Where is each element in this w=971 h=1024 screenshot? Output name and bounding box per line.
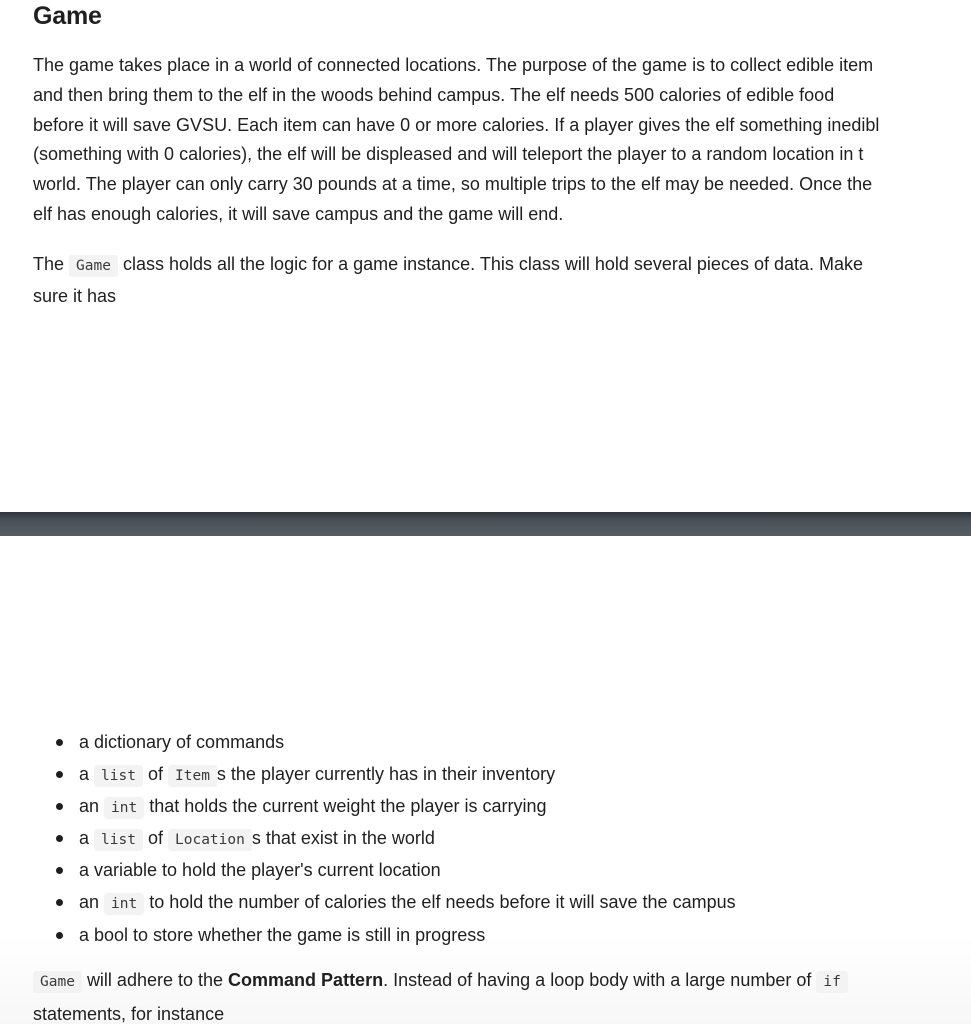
list-item-text: s that exist in the world xyxy=(251,828,435,849)
list-item-text: s the player currently has in their inventory xyxy=(216,764,556,785)
inline-code-location: Location xyxy=(168,829,252,851)
pattern-text: . Instead of having a loop body with a large number of xyxy=(383,970,812,990)
intro-line: and then bring them to the elf in the woods behind campus. The elf needs 500 calories of edible food xyxy=(33,84,835,105)
bullet-icon xyxy=(56,803,63,810)
list-item xyxy=(50,886,736,918)
inline-code-item: Item xyxy=(168,765,217,787)
inline-code-int: int xyxy=(104,797,144,819)
command-pattern-paragraph xyxy=(33,964,848,1024)
intro-line: (something with 0 calories), the elf will be displeased and will teleport the player to a random location in t xyxy=(33,144,864,165)
inline-code-game: Game xyxy=(69,255,118,277)
list-item xyxy=(50,758,736,790)
list-item-article: an xyxy=(79,892,100,913)
list-item xyxy=(50,726,736,758)
inline-code-game: Game xyxy=(33,971,82,993)
intro-line: elf has enough calories, it will save campus and the game will end. xyxy=(33,203,564,224)
intro-paragraph xyxy=(33,51,879,230)
class-description-line xyxy=(33,250,863,282)
list-item-text: that holds the current weight the player is carrying xyxy=(149,796,547,817)
page-break-divider xyxy=(0,512,971,536)
page-title: Game xyxy=(33,2,102,30)
list-item xyxy=(50,822,736,854)
inline-code-int: int xyxy=(104,893,144,915)
bullet-icon xyxy=(56,899,63,906)
bullet-icon xyxy=(56,771,63,778)
class-desc-text: class holds all the logic for a game instance. This class will hold several pieces of data. Make xyxy=(122,254,864,274)
list-item-article: a xyxy=(79,828,90,849)
list-item-text: a variable to hold the player's current location xyxy=(79,860,441,881)
list-item-of: of xyxy=(147,828,163,849)
list-item xyxy=(50,790,736,822)
class-description-paragraph xyxy=(33,250,863,312)
list-item xyxy=(50,854,736,886)
list-item-of: of xyxy=(147,764,163,785)
bullet-icon xyxy=(56,932,63,939)
inline-code-list: list xyxy=(94,829,143,851)
intro-line: The game takes place in a world of connected locations. The purpose of the game is to collect edible item xyxy=(33,55,874,75)
class-desc-prefix: The xyxy=(33,254,65,274)
inline-code-list: list xyxy=(94,765,143,787)
list-item-text: a dictionary of commands xyxy=(79,732,285,752)
pattern-text: will adhere to the xyxy=(86,970,224,990)
command-pattern-line: statements, for instance xyxy=(33,1004,225,1024)
command-pattern-line xyxy=(33,964,848,998)
bullet-icon xyxy=(56,867,63,874)
list-item-article: a xyxy=(79,764,90,785)
requirements-list xyxy=(50,726,736,951)
command-pattern-term: Command Pattern xyxy=(228,970,384,990)
intro-line: world. The player can only carry 30 pounds at a time, so multiple trips to the elf may be needed. Once the xyxy=(33,174,873,195)
intro-line: before it will save GVSU. Each item can have 0 or more calories. If a player gives the elf something inedibl xyxy=(33,114,880,135)
bottom-page-section xyxy=(0,536,971,1024)
class-description-line: sure it has xyxy=(33,285,117,306)
bullet-icon xyxy=(56,739,63,746)
bullet-icon xyxy=(56,835,63,842)
list-item-text: to hold the number of calories the elf needs before it will save the campus xyxy=(149,892,736,913)
inline-code-if: if xyxy=(816,971,847,993)
list-item-text: a bool to store whether the game is still in progress xyxy=(79,924,486,945)
list-item xyxy=(50,919,736,951)
list-item-article: an xyxy=(79,796,100,817)
